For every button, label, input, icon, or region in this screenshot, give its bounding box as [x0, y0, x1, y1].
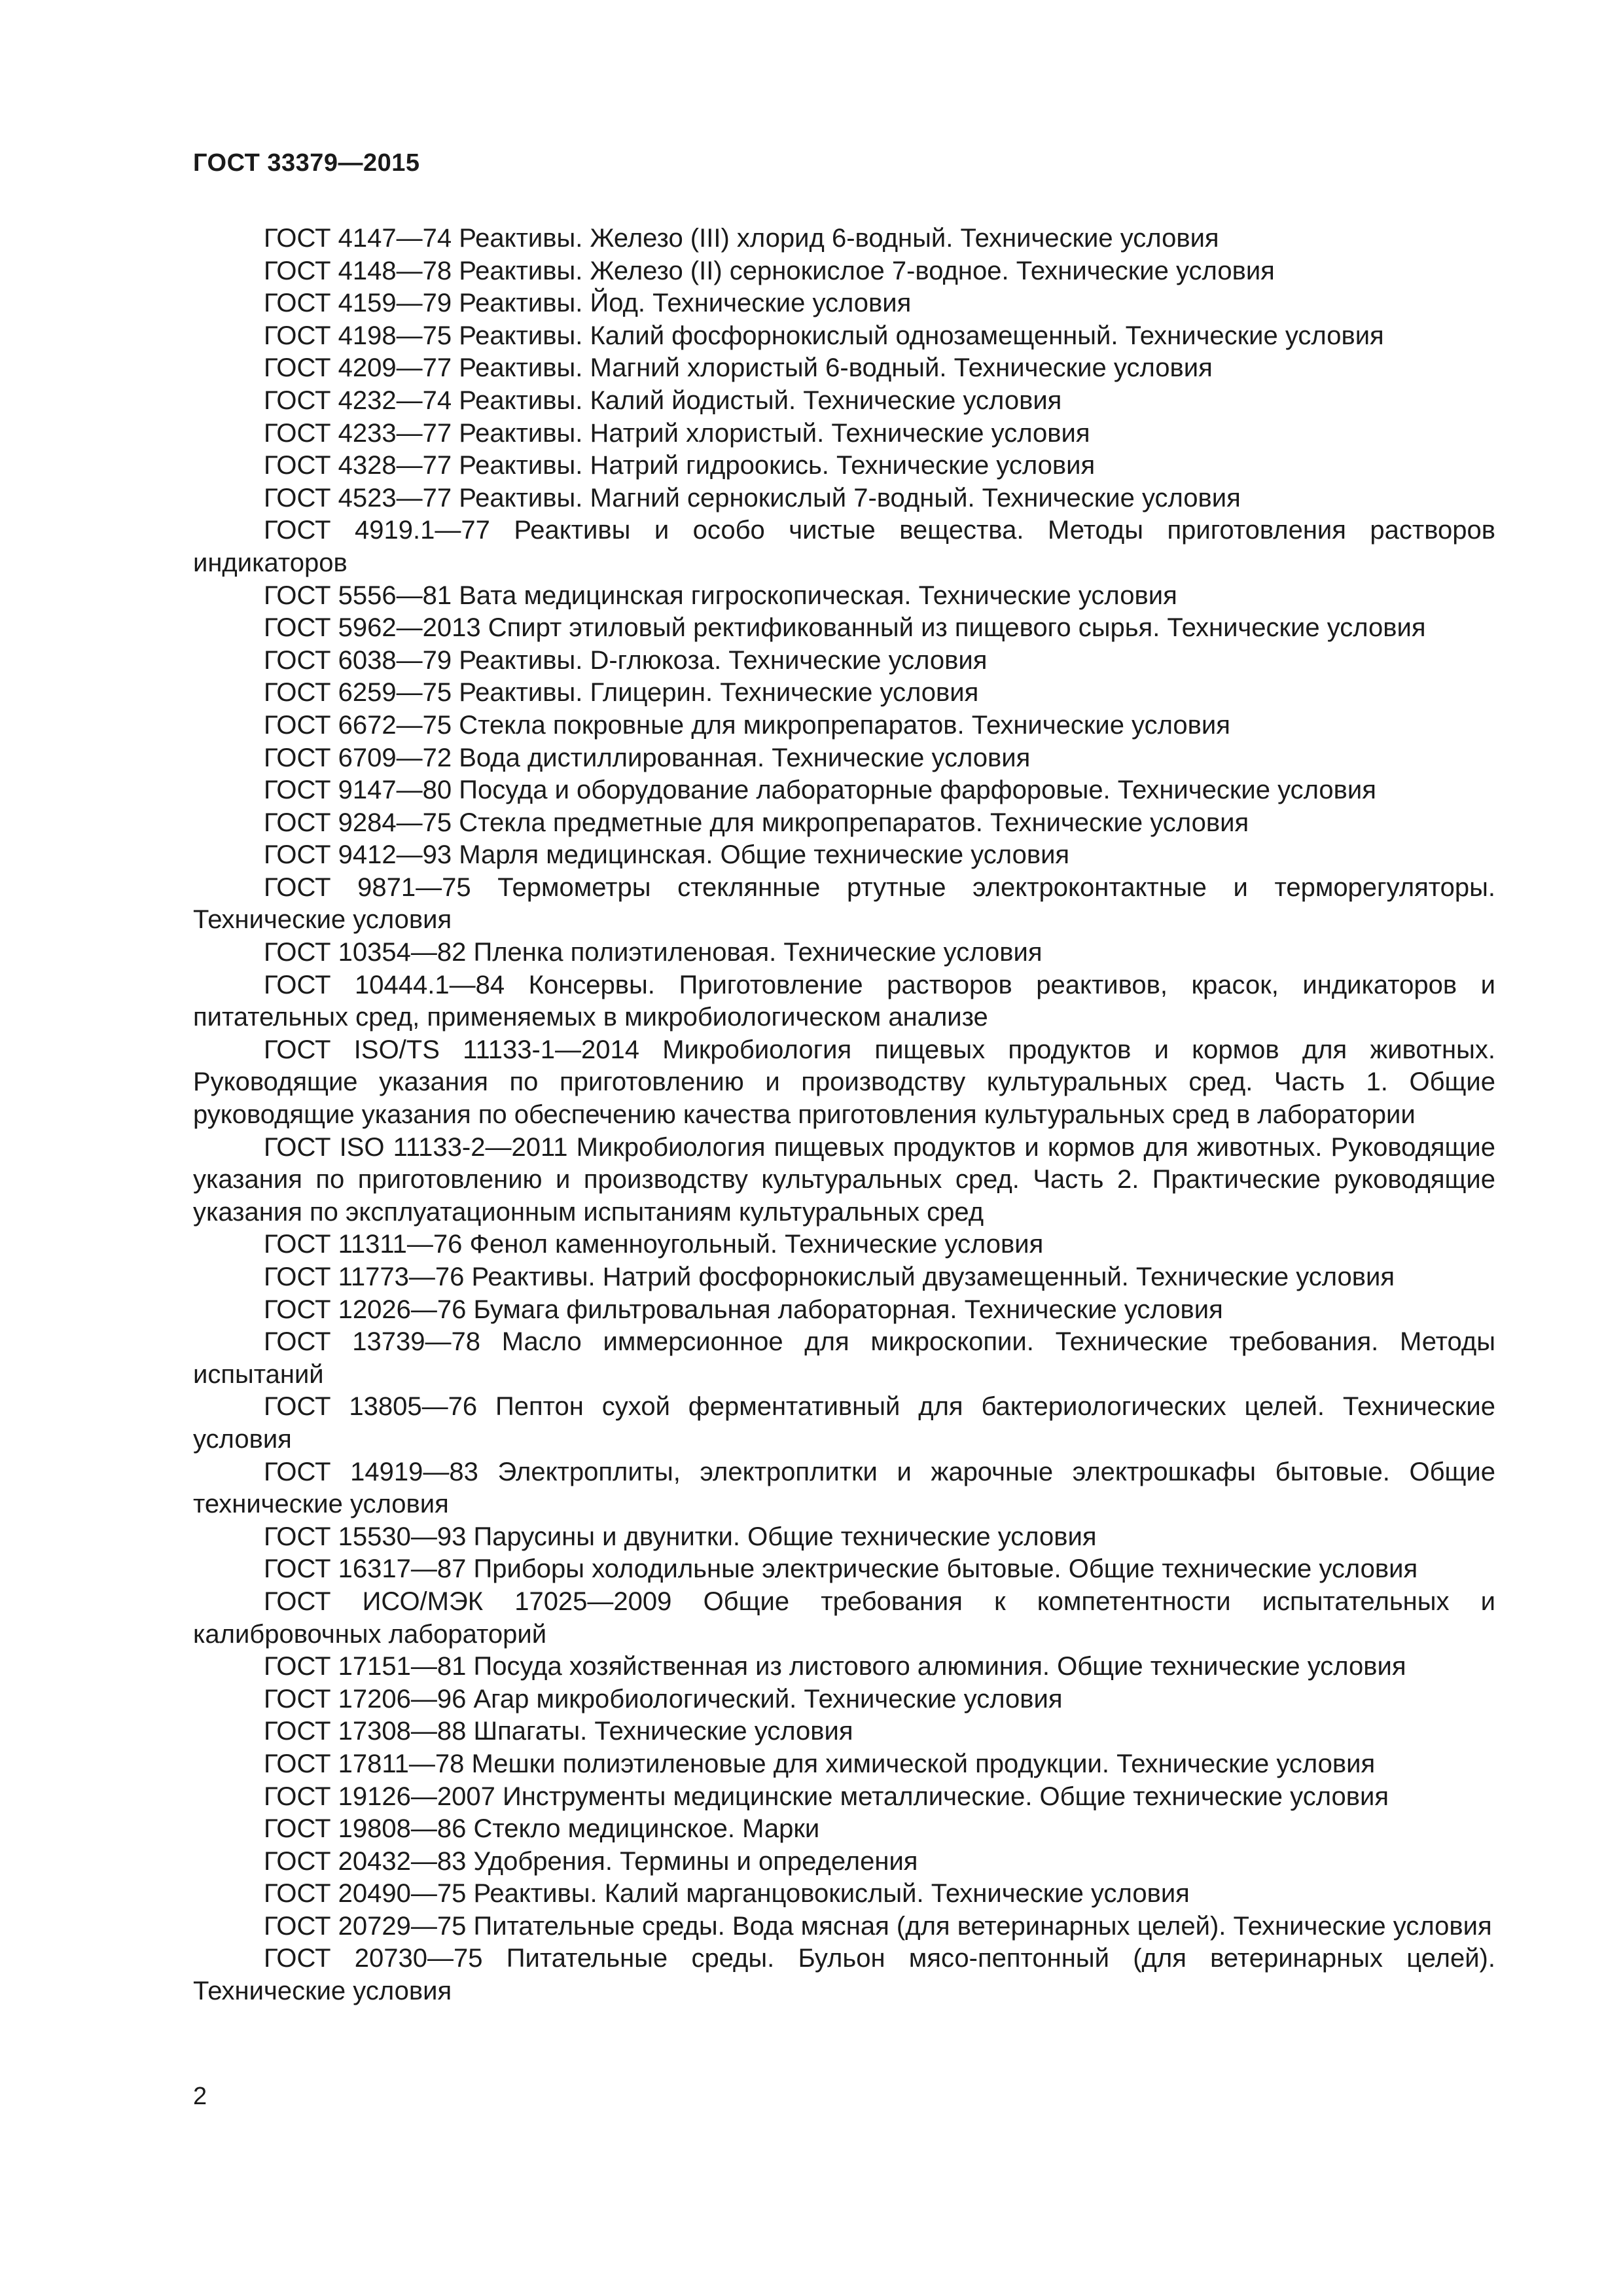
reference-item: ГОСТ 20730—75 Питательные среды. Бульон мясо-пептонный (для ветеринарных целей). Технические условия: [193, 1944, 1495, 2006]
reference-item: ГОСТ 15530—93 Парусины и двунитки. Общие технические условия: [264, 1522, 1097, 1551]
reference-item: ГОСТ 17151—81 Посуда хозяйственная из листового алюминия. Общие технические условия: [264, 1652, 1406, 1681]
reference-item: ГОСТ 4328—77 Реактивы. Натрий гидроокись. Технические условия: [264, 451, 1096, 480]
reference-item: ГОСТ 20490—75 Реактивы. Калий марганцовокислый. Технические условия: [264, 1879, 1190, 1909]
reference-item: ГОСТ 4233—77 Реактивы. Натрий хлористый. Технические условия: [264, 418, 1090, 448]
reference-item: ГОСТ 16317—87 Приборы холодильные электрические бытовые. Общие технические условия: [264, 1554, 1418, 1584]
reference-item: ГОСТ 19808—86 Стекло медицинское. Марки: [264, 1814, 820, 1844]
reference-item: ГОСТ 9412—93 Марля медицинская. Общие технические условия: [264, 840, 1070, 870]
reference-item: ГОСТ ИСО/МЭК 17025—2009 Общие требования к компетентности испытательных и калибровочных лабораторий: [193, 1587, 1495, 1649]
reference-item: ГОСТ 6038—79 Реактивы. D-глюкоза. Технические условия: [264, 645, 988, 675]
page-number: 2: [193, 2083, 207, 2110]
reference-item: ГОСТ 4232—74 Реактивы. Калий йодистый. Технические условия: [264, 386, 1062, 415]
reference-item: ГОСТ 13805—76 Пептон сухой ферментативный для бактериологических целей. Технические условия: [193, 1392, 1495, 1454]
reference-item: ГОСТ 11773—76 Реактивы. Натрий фосфорнокислый двузамещенный. Технические условия: [264, 1263, 1395, 1291]
reference-item: ГОСТ 9147—80 Посуда и оборудование лабораторные фарфоровые. Технические условия: [264, 776, 1376, 805]
reference-item: ГОСТ 10444.1—84 Консервы. Приготовление растворов реактивов, красок, индикаторов и питательных сред, применяемых в микробиологическом анализе: [193, 970, 1495, 1032]
reference-item: ГОСТ 17206—96 Агар микробиологический. Технические условия: [264, 1684, 1063, 1713]
reference-item: ГОСТ 12026—76 Бумага фильтровальная лабораторная. Технические условия: [264, 1295, 1223, 1324]
reference-item: ГОСТ ISO 11133-2—2011 Микробиология пищевых продуктов и кормов для животных. Руководящие указания по приготовлению и производству культуральных сред. Часть 2. Практические руководящие указания по эксплуатационным испытаниям культуральных сред: [193, 1132, 1495, 1227]
reference-item: ГОСТ 9871—75 Термометры стеклянные ртутные электроконтактные и терморегуляторы. Технические условия: [193, 872, 1495, 935]
reference-item: ГОСТ 6672—75 Стекла покровные для микропрепаратов. Технические условия: [264, 710, 1230, 740]
reference-item: ГОСТ 4159—79 Реактивы. Йод. Технические условия: [264, 289, 912, 318]
reference-item: ГОСТ 17811—78 Мешки полиэтиленовые для химической продукции. Технические условия: [264, 1749, 1376, 1778]
reference-item: ГОСТ 19126—2007 Инструменты медицинские металлические. Общие технические условия: [264, 1782, 1389, 1811]
reference-item: ГОСТ 14919—83 Электроплиты, электроплитки и жарочные электрошкафы бытовые. Общие технические условия: [193, 1457, 1495, 1519]
reference-item: ГОСТ 13739—78 Масло иммерсионное для микроскопии. Технические требования. Методы испытаний: [193, 1327, 1495, 1389]
reference-item: ГОСТ 4148—78 Реактивы. Железо (II) сернокислое 7-водное. Технические условия: [264, 256, 1275, 285]
reference-item: ГОСТ 9284—75 Стекла предметные для микропрепаратов. Технические условия: [264, 808, 1249, 837]
reference-item: ГОСТ 4523—77 Реактивы. Магний сернокислый 7-водный. Технические условия: [264, 483, 1241, 512]
reference-item: ГОСТ 5962—2013 Спирт этиловый ректификованный из пищевого сырья. Технические условия: [264, 613, 1426, 643]
reference-item: ГОСТ 5556—81 Вата медицинская гигроскопическая. Технические условия: [264, 581, 1177, 610]
normative-references-list: [193, 223, 1495, 2008]
reference-item: ГОСТ 6709—72 Вода дистиллированная. Технические условия: [264, 743, 1031, 772]
reference-item: ГОСТ 4198—75 Реактивы. Калий фосфорнокислый однозамещенный. Технические условия: [264, 321, 1384, 350]
reference-item: ГОСТ 11311—76 Фенол каменноугольный. Технические условия: [264, 1230, 1044, 1259]
reference-item: ГОСТ 4209—77 Реактивы. Магний хлористый 6-водный. Технические условия: [264, 353, 1213, 383]
reference-item: ГОСТ ISO/TS 11133-1—2014 Микробиология пищевых продуктов и кормов для животных. Руководящие указания по приготовлению и производству культуральных сред. Часть 1. Общие руководящие указания по обеспечению качества приготовления культуральных сред в лаборатории: [193, 1035, 1495, 1130]
document-code-header: ГОСТ 33379—2015: [193, 149, 420, 177]
reference-item: ГОСТ 6259—75 Реактивы. Глицерин. Технические условия: [264, 678, 979, 708]
reference-item: ГОСТ 20729—75 Питательные среды. Вода мясная (для ветеринарных целей). Технические условия: [264, 1911, 1492, 1941]
reference-item: ГОСТ 20432—83 Удобрения. Термины и определения: [264, 1846, 918, 1876]
reference-item: ГОСТ 4147—74 Реактивы. Железо (III) хлорид 6-водный. Технические условия: [264, 224, 1219, 253]
reference-item: ГОСТ 17308—88 Шпагаты. Технические условия: [264, 1717, 853, 1746]
reference-item: ГОСТ 4919.1—77 Реактивы и особо чистые вещества. Методы приготовления растворов индикаторов: [193, 516, 1495, 577]
reference-item: ГОСТ 10354—82 Пленка полиэтиленовая. Технические условия: [264, 938, 1043, 967]
